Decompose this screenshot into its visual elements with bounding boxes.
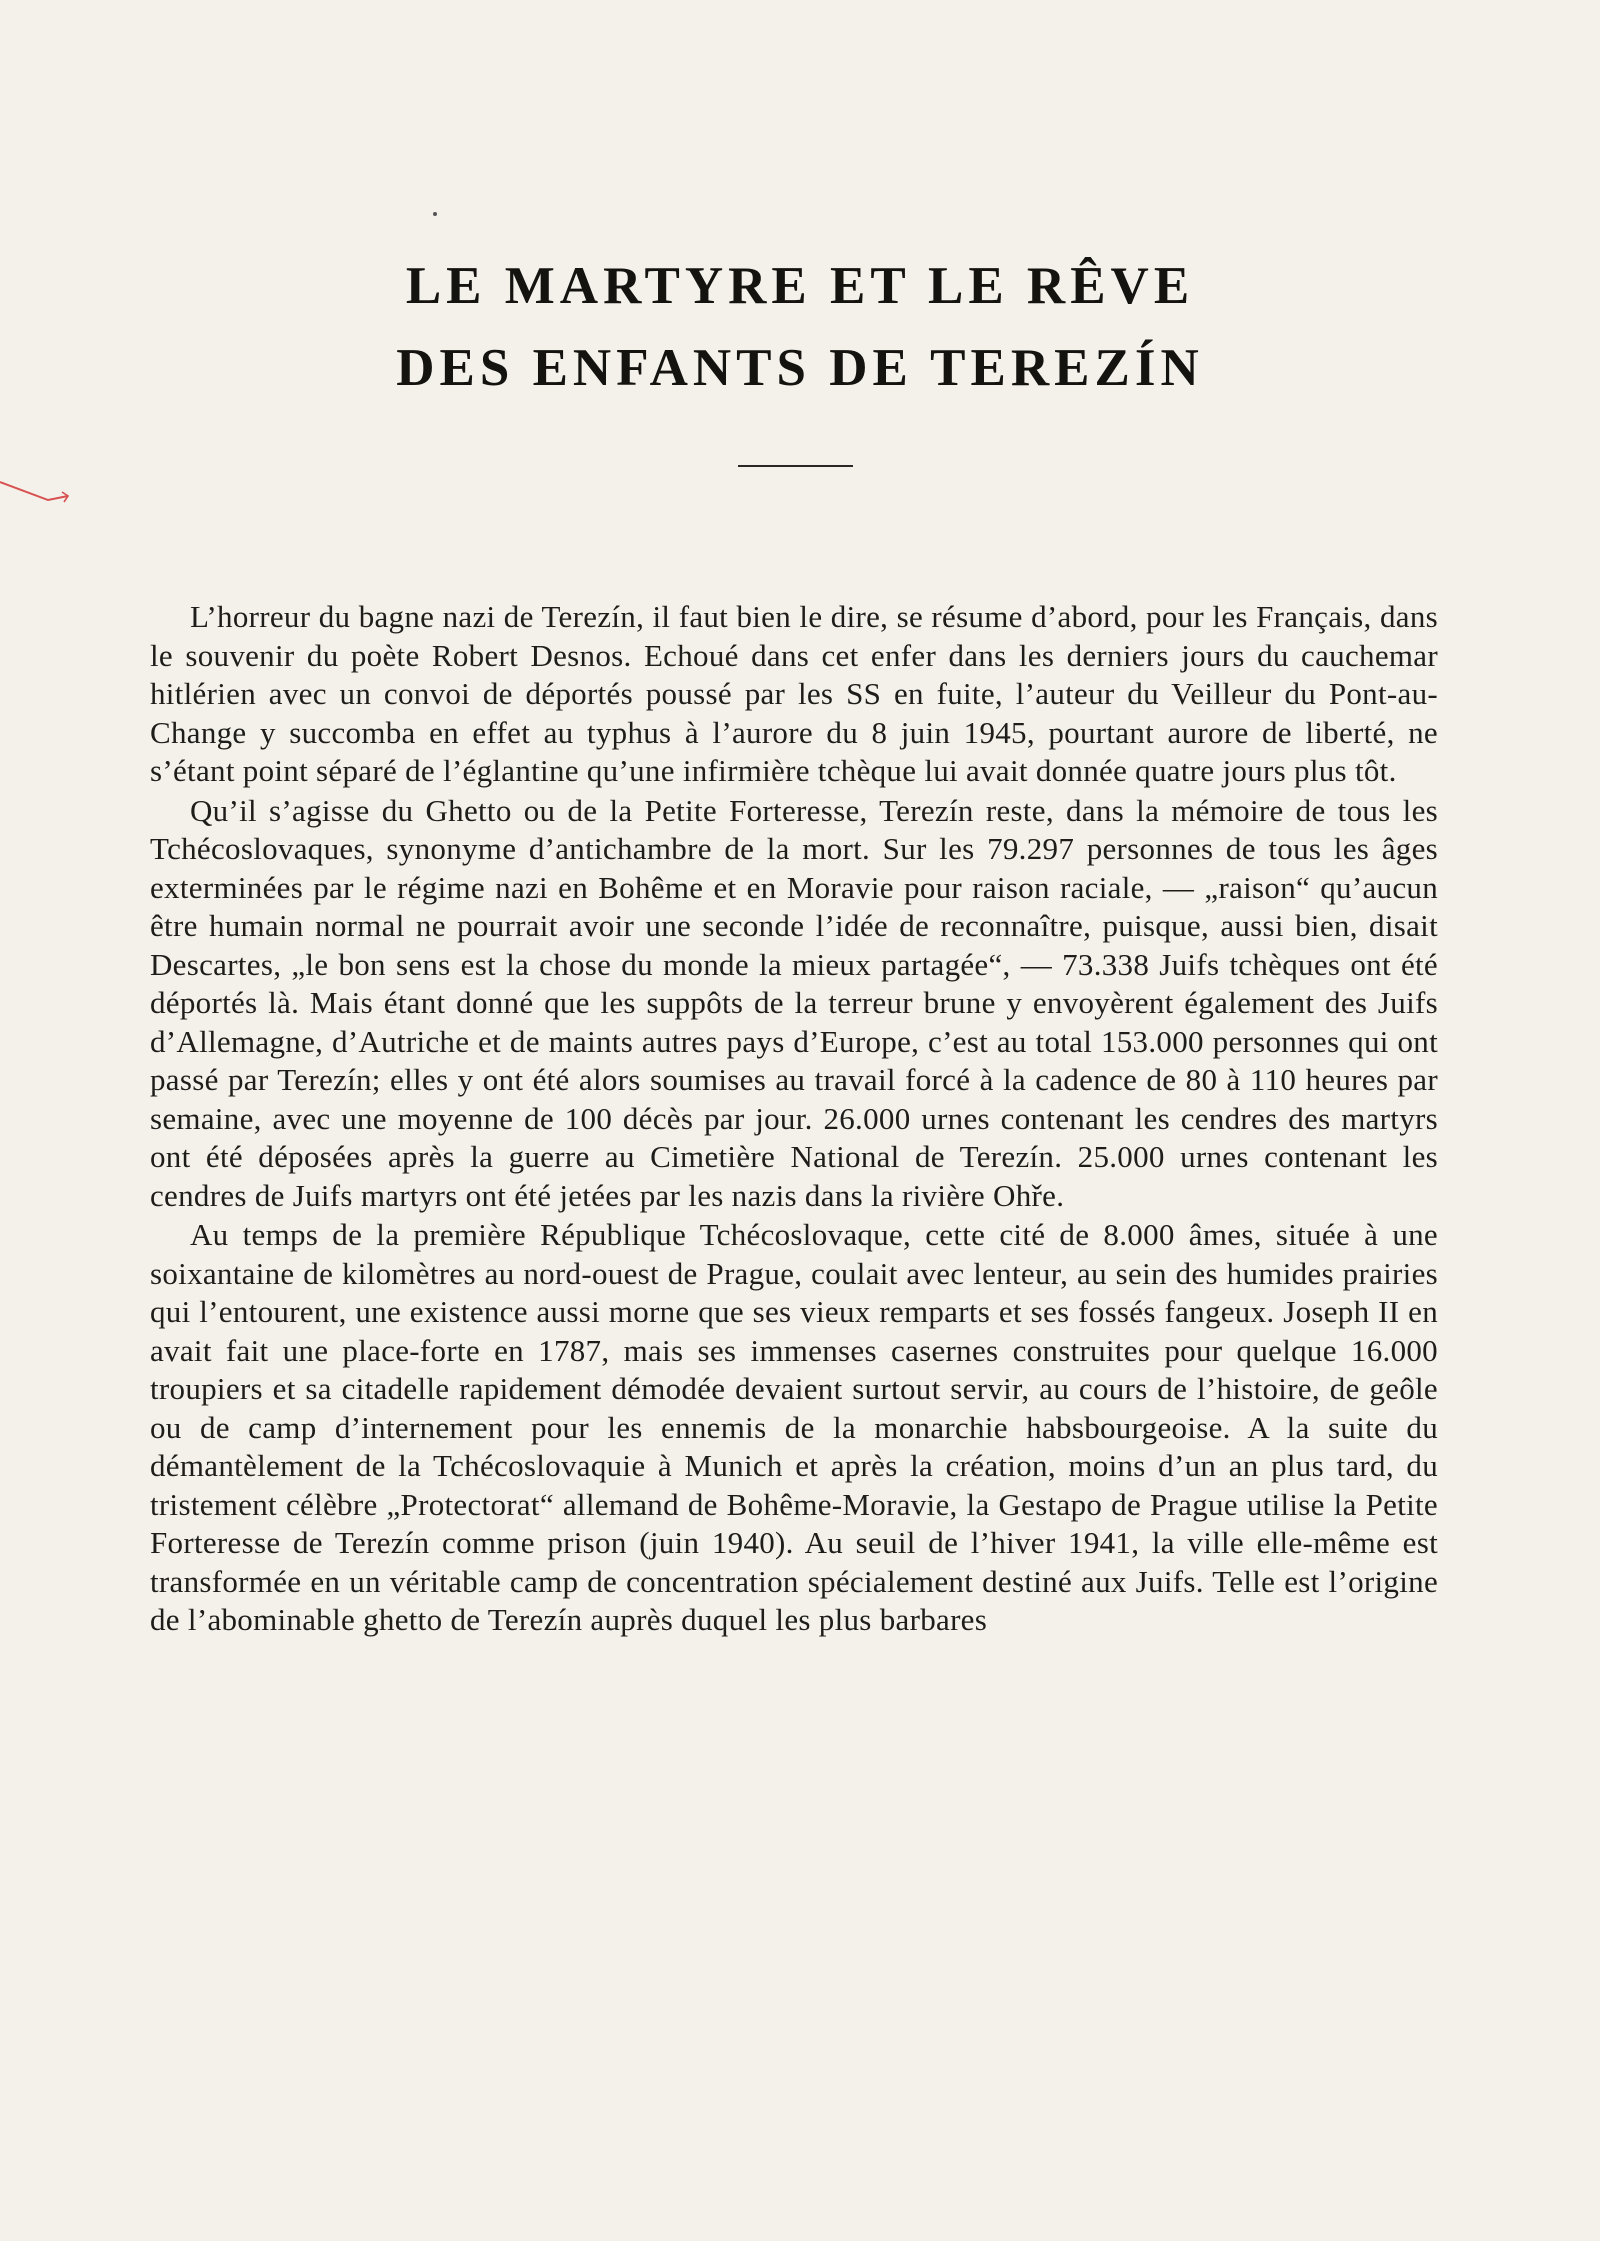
- red-pencil-mark: [0, 478, 80, 514]
- ink-dot: [433, 212, 437, 216]
- paragraph-3: Au temps de la première République Tchécoslovaque, cette cité de 8.000 âmes, située à une soixantaine de kilomètres au nord-ouest de Prague, coulait avec lenteur, au sein des humides prairies qui l’entourent, une existence aussi morne que ses vieux remparts et ses fossés fangeux. Joseph II en avait fait une place-forte en 1787, mais ses immenses casernes construites pour quelque 16.000 troupiers et sa citadelle rapidement démodée devaient surtout servir, au cours de l’histoire, de geôle ou de camp d’internement pour les ennemis de la monarchie habsbourgeoise. A la suite du démantèlement de la Tchécoslovaquie à Munich et après la création, moins d’un an plus tard, du tristement célèbre „Protectorat“ allemand de Bohême-Moravie, la Gestapo de Prague utilise la Petite Forteresse de Terezín comme prison (juin 1940). Au seuil de l’hiver 1941, la ville elle-même est transformée en un véritable camp de concentration spécialement destiné aux Juifs. Telle est l’origine de l’abominable ghetto de Terezín auprès duquel les plus barbares: [150, 1217, 1438, 1637]
- body-text: [150, 598, 1438, 1641]
- paragraph-2: Qu’il s’agisse du Ghetto ou de la Petite Forteresse, Terezín reste, dans la mémoire de tous les Tchécoslovaques, synonyme d’antichambre de la mort. Sur les 79.297 personnes de tous les âges exterminées par le régime nazi en Bohême et en Moravie pour raison raciale, — „raison“ qu’aucun être humain normal ne pourrait avoir une seconde l’idée de reconnaître, puisque, aussi bien, disait Descartes, „le bon sens est la chose du monde la mieux partagée“, — 73.338 Juifs tchèques ont été déportés là. Mais étant donné que les suppôts de la terreur brune y envoyèrent également des Juifs d’Allemagne, d’Autriche et de maints autres pays d’Europe, c’est au total 153.000 personnes qui ont passé par Terezín; elles y ont été alors soumises au travail forcé à la cadence de 80 à 110 heures par semaine, avec une moyenne de 100 décès par jour. 26.000 urnes contenant les cendres des martyrs ont été déposées après la guerre au Cimetière National de Terezín. 25.000 urnes contenant les cendres de Juifs martyrs ont été jetées par les nazis dans la rivière Ohře.: [150, 792, 1438, 1213]
- paragraph-1: L’horreur du bagne nazi de Terezín, il faut bien le dire, se résume d’abord, pour les Français, dans le souvenir du poète Robert Desnos. Echoué dans cet enfer dans les derniers jours du cauchemar hitlérien avec un convoi de déportés poussé par les SS en fuite, l’auteur du Veilleur du Pont-au-Change y succomba en effet au typhus à l’aurore du 8 juin 1945, pourtant aurore de liberté, ne s’étant point séparé de l’églantine qu’une infirmière tchèque lui avait donnée quatre jours plus tôt.: [150, 599, 1438, 788]
- title-line-2: DES ENFANTS DE TEREZÍN: [396, 339, 1204, 397]
- title-line-1: LE MARTYRE ET LE RÊVE: [405, 257, 1195, 315]
- title-divider: [738, 465, 853, 467]
- page-title: [300, 245, 1300, 409]
